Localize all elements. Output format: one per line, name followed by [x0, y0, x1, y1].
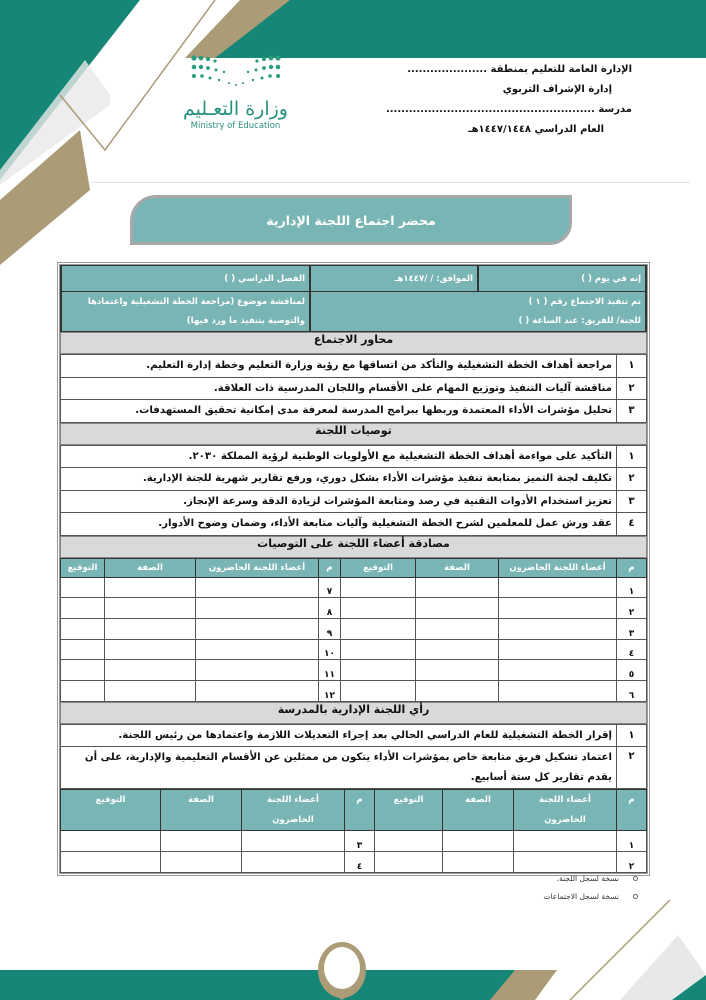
note-text: نسخة لسجل اللجنة. — [556, 874, 619, 883]
signature-cell[interactable] — [341, 660, 416, 681]
item-number: ٢ — [617, 747, 647, 789]
member-name-cell[interactable] — [514, 831, 617, 852]
item-number: ٢ — [617, 468, 647, 491]
note-item — [543, 870, 638, 888]
item-number: ١ — [617, 445, 647, 468]
row-number: ١ — [617, 577, 647, 598]
meeting-info-table — [60, 265, 647, 332]
member-name-cell[interactable] — [499, 639, 617, 660]
recommendation-item — [61, 445, 647, 468]
column-header: أعضاء اللجنة الحاضرون — [196, 558, 319, 577]
column-header: الصفة — [161, 790, 242, 831]
recommendation-item — [61, 513, 647, 536]
agenda-item — [61, 355, 647, 378]
row-number: ١ — [617, 831, 647, 852]
item-number: ١ — [617, 724, 647, 747]
ministry-logo — [178, 52, 293, 131]
item-text: تحليل مؤشرات الأداء المعتمدة وربطها ببرامج المدرسة لمعرفة مدى إمكانية تحقيق المستهدفات. — [61, 400, 617, 423]
agenda-item — [61, 377, 647, 400]
member-name-cell[interactable] — [196, 577, 319, 598]
column-header: التوقيع — [341, 558, 416, 577]
copy-notes — [543, 870, 638, 906]
table-row — [61, 680, 647, 701]
member-name-cell[interactable] — [196, 660, 319, 681]
member-name-cell[interactable] — [499, 618, 617, 639]
signature-cell[interactable] — [375, 831, 443, 852]
item-text: إقرار الخطة التشغيلية للعام الدراسي الحالي بعد إجراء التعديلات اللازمة واعتمادها من رئيس اللجنة. — [61, 724, 617, 747]
column-header: الصفة — [416, 558, 499, 577]
signature-cell[interactable] — [341, 577, 416, 598]
opinion-item — [61, 724, 647, 747]
table-row — [61, 618, 647, 639]
header-line-supervision: إدارة الإشراف التربوي — [502, 84, 612, 95]
member-name-cell[interactable] — [499, 598, 617, 619]
column-header: أعضاء اللجنة الحاضرون — [242, 790, 345, 831]
logo-english-text: Ministry of Education — [190, 121, 281, 131]
circle-bullet-icon — [633, 894, 638, 899]
page-title: محضر اجتماع اللجنة الإدارية — [130, 195, 572, 245]
role-cell[interactable] — [443, 831, 514, 852]
item-number: ٢ — [617, 377, 647, 400]
row-number: ٤ — [617, 639, 647, 660]
role-cell[interactable] — [416, 680, 499, 701]
agenda-list — [60, 354, 647, 423]
role-cell[interactable] — [161, 831, 242, 852]
column-header: م — [617, 558, 647, 577]
recommendations-list — [60, 445, 647, 536]
column-header: أعضاء اللجنة الحاضرون — [499, 558, 617, 577]
header-line-school: مدرسة ....................................................... — [385, 104, 632, 115]
column-header: م — [319, 558, 341, 577]
role-cell[interactable] — [416, 598, 499, 619]
row-number: ٧ — [319, 577, 341, 598]
member-name-cell[interactable] — [514, 851, 617, 872]
item-text: عقد ورش عمل للمعلمين لشرح الخطة التشغيلية وآليات متابعة الأداء، وضمان وضوح الأدوار. — [61, 513, 617, 536]
member-name-cell[interactable] — [196, 598, 319, 619]
role-cell[interactable] — [443, 851, 514, 872]
column-header: م — [617, 790, 647, 831]
role-cell[interactable] — [105, 639, 196, 660]
circle-bullet-icon — [633, 876, 638, 881]
meeting-topic: لمناقشة موضوع (مراجعة الخطة التشغيلية واعتمادها والتوصية بتنفيذ ما ورد فيها) — [61, 292, 310, 332]
member-name-cell[interactable] — [499, 577, 617, 598]
agenda-item — [61, 400, 647, 423]
row-number: ٦ — [617, 680, 647, 701]
members-table — [60, 789, 647, 872]
table-row — [61, 851, 647, 872]
signature-cell[interactable] — [375, 851, 443, 872]
approval-heading: مصادقة أعضاء اللجنة على التوصيات — [60, 536, 647, 558]
semester-field[interactable]: الفصل الدراسي ( ) — [61, 266, 310, 292]
note-item — [543, 888, 638, 906]
table-row — [61, 831, 647, 852]
approval-table — [60, 558, 647, 702]
row-number: ٥ — [617, 660, 647, 681]
role-cell[interactable] — [105, 577, 196, 598]
item-number: ٣ — [617, 400, 647, 423]
member-name-cell[interactable] — [499, 660, 617, 681]
role-cell[interactable] — [416, 618, 499, 639]
role-cell[interactable] — [105, 618, 196, 639]
column-header: أعضاء اللجنة الحاضرون — [514, 790, 617, 831]
row-number: ٢ — [617, 851, 647, 872]
member-name-cell[interactable] — [196, 618, 319, 639]
meeting-date-field[interactable]: الموافق: / /١٤٤٧هـ — [310, 266, 478, 292]
member-name-cell[interactable] — [499, 680, 617, 701]
header-line-year: العام الدراسي ١٤٤٧/١٤٤٨هـ — [468, 124, 604, 135]
header-info — [372, 60, 632, 140]
member-name-cell[interactable] — [196, 680, 319, 701]
role-cell[interactable] — [416, 639, 499, 660]
opinion-list — [60, 724, 647, 790]
item-number: ١ — [617, 355, 647, 378]
recommendations-heading: توصيات اللجنة — [60, 423, 647, 445]
signature-cell[interactable] — [341, 618, 416, 639]
note-text: نسخة لسجل الاجتماعات — [543, 892, 619, 901]
recommendation-item — [61, 468, 647, 491]
role-cell[interactable] — [416, 660, 499, 681]
signature-cell[interactable] — [61, 851, 161, 872]
column-header: التوقيع — [61, 790, 161, 831]
column-header: التوقيع — [61, 558, 105, 577]
row-number: ١١ — [319, 660, 341, 681]
signature-cell[interactable] — [61, 831, 161, 852]
item-text: التأكيد على مواءمة أهداف الخطة التشغيلية مع الأولويات الوطنية لرؤية المملكة ٢٠٣٠. — [61, 445, 617, 468]
header-divider — [92, 182, 690, 183]
signature-cell[interactable] — [61, 618, 105, 639]
opinion-heading: رأي اللجنة الإدارية بالمدرسة — [60, 702, 647, 724]
item-number: ٣ — [617, 490, 647, 513]
item-number: ٤ — [617, 513, 647, 536]
recommendation-item — [61, 490, 647, 513]
role-cell[interactable] — [105, 598, 196, 619]
row-number: ٣ — [345, 831, 375, 852]
row-number: ١٢ — [319, 680, 341, 701]
table-row — [61, 598, 647, 619]
row-number: ٩ — [319, 618, 341, 639]
signature-cell[interactable] — [61, 680, 105, 701]
item-text: تعزيز استخدام الأدوات التقنية في رصد ومتابعة المؤشرات لزيادة الدقة وسرعة الإنجاز. — [61, 490, 617, 513]
row-number: ٣ — [617, 618, 647, 639]
item-text: مناقشة آليات التنفيذ وتوزيع المهام على الأقسام واللجان المدرسية ذات العلاقة. — [61, 377, 617, 400]
row-number: ٨ — [319, 598, 341, 619]
opinion-item — [61, 747, 647, 789]
role-cell[interactable] — [105, 680, 196, 701]
role-cell[interactable] — [161, 851, 242, 872]
signature-cell[interactable] — [61, 660, 105, 681]
agenda-heading: محاور الاجتماع — [60, 332, 647, 354]
signature-cell[interactable] — [61, 577, 105, 598]
column-header: م — [345, 790, 375, 831]
row-number: ٢ — [617, 598, 647, 619]
logo-dots-icon — [186, 52, 286, 88]
item-text: مراجعة أهداف الخطة التشغيلية والتأكد من اتساقها مع رؤية وزارة التعليم وخطة إدارة التعليم. — [61, 355, 617, 378]
minutes-form — [57, 262, 650, 876]
role-cell[interactable] — [105, 660, 196, 681]
signature-cell[interactable] — [61, 639, 105, 660]
meeting-day-field[interactable]: إنه في يوم ( ) — [478, 266, 646, 292]
meeting-number-field[interactable]: تم تنفيذ الاجتماع رقم ( ١ ) — [528, 296, 641, 307]
meeting-time-field[interactable]: للجنة/ للفريق: عند الساعة ( ) — [518, 315, 641, 326]
column-header: الصفة — [443, 790, 514, 831]
item-text: تكليف لجنة التميز بمتابعة تنفيذ مؤشرات الأداء بشكل دوري، ورفع تقارير شهرية للجنة الإدارية. — [61, 468, 617, 491]
signature-cell[interactable] — [341, 639, 416, 660]
member-name-cell[interactable] — [242, 851, 345, 872]
table-row — [61, 639, 647, 660]
item-text: اعتماد تشكيل فريق متابعة خاص بمؤشرات الأداء يتكون من ممثلين عن الأقسام التعليمية والإدارية، على أن يقدم تقارير كل ستة أسابيع. — [61, 747, 617, 789]
column-header: الصفة — [105, 558, 196, 577]
role-cell[interactable] — [416, 577, 499, 598]
table-row — [61, 660, 647, 681]
logo-arabic-text: وزارة التعـليم — [182, 98, 288, 120]
table-row — [61, 577, 647, 598]
member-name-cell[interactable] — [242, 831, 345, 852]
signature-cell[interactable] — [341, 598, 416, 619]
signature-cell[interactable] — [341, 680, 416, 701]
row-number: ١٠ — [319, 639, 341, 660]
signature-cell[interactable] — [61, 598, 105, 619]
member-name-cell[interactable] — [196, 639, 319, 660]
row-number: ٤ — [345, 851, 375, 872]
column-header: التوقيع — [375, 790, 443, 831]
header-line-directorate: الإدارة العامة للتعليم بمنطقة ..................... — [407, 64, 632, 75]
